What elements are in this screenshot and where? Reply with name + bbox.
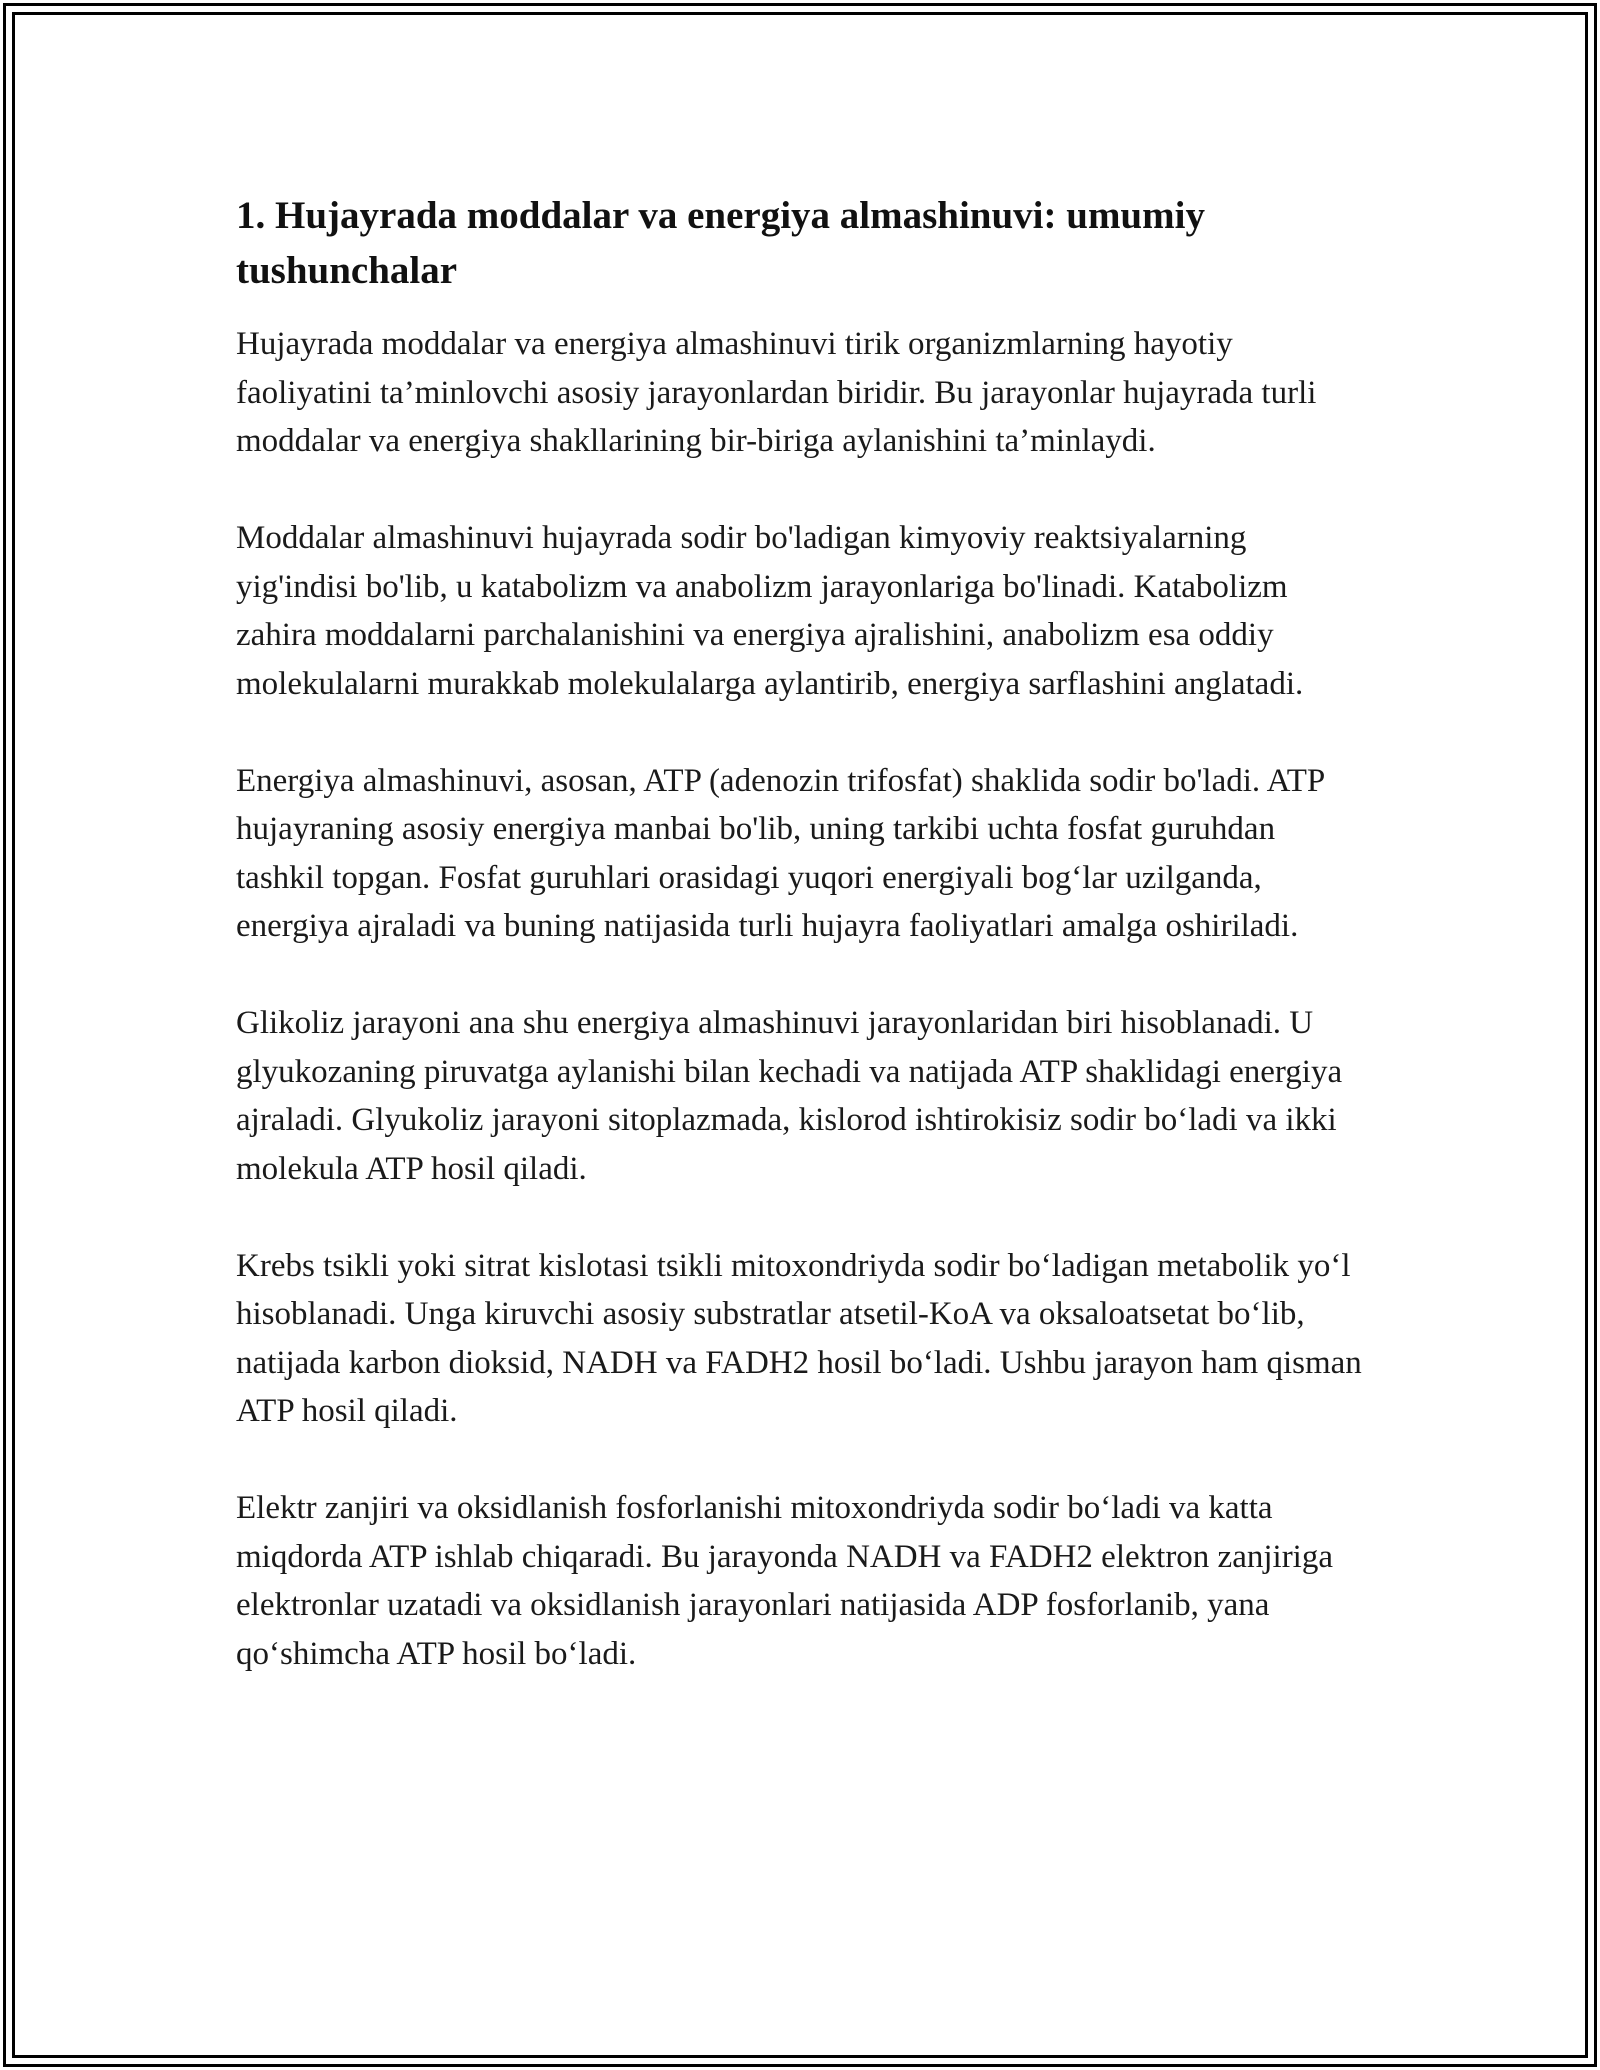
document-title: 1. Hujayrada moddalar va energiya almashinuvi: umumiy tushunchalar [236,194,1205,292]
paragraph-glycolysis: Glikoliz jarayoni ana shu energiya almashinuvi jarayonlaridan biri hisoblanadi. U glyukozaning piruvatga aylanishi bilan kechadi va natijada ATP shaklidagi energiya ajraladi. Glyukoliz jarayoni sitoplazmada, kislorod ishtirokisiz sodir bo‘ladi va ikki molekula ATP hosil qiladi. [236,1005,1343,1187]
paragraph-electron-chain: Elektr zanjiri va oksidlanish fosforlanishi mitoxondriyda sodir bo‘ladi va katta miqdorda ATP ishlab chiqaradi. Bu jarayonda NADH va FADH2 elektron zanjiriga elektronlar uzatadi va oksidlanish jarayonlari natijasida ADP fosforlanib, yana qo‘shimcha ATP hosil bo‘ladi. [236,1490,1333,1672]
paragraph-krebs-cycle: Krebs tsikli yoki sitrat kislotasi tsikli mitoxondriyda sodir bo‘ladigan metabolik yo‘l hisoblanadi. Unga kiruvchi asosiy substratlar atsetil-KoA va oksaloatsetat bo‘lib, natijada karbon dioksid, NADH va FADH2 hosil bo‘ladi. Ushbu jarayon ham qisman ATP hosil qiladi. [236,1247,1362,1429]
paragraph-energy-atp: Energiya almashinuvi, asosan, ATP (adenozin trifosfat) shaklida sodir bo'ladi. ATP hujayraning asosiy energiya manbai bo'lib, uning tarkibi uchta fosfat guruhdan tashkil topgan. Fosfat guruhlari orasidagi yuqori energiyali bog‘lar uzilganda, energiya ajraladi va buning natijasida turli hujayra faoliyatlari amalga oshiriladi. [236,762,1325,944]
paragraph-intro: Hujayrada moddalar va energiya almashinuvi tirik organizmlarning hayotiy faoliyatini ta’minlovchi asosiy jarayonlardan biridir. Bu jarayonlar hujayrada turli moddalar va energiya shakllarining bir-biriga aylanishini ta’minlaydi. [236,326,1317,459]
paragraph-metabolism: Moddalar almashinuvi hujayrada sodir bo'ladigan kimyoviy reaktsiyalarning yig'indisi bo'lib, u katabolizm va anabolizm jarayonlariga bo'linadi. Katabolizm zahira moddalarni parchalanishini va energiya ajralishini, anabolizm esa oddiy molekulalarni murakkab molekulalarga aylantirib, energiya sarflashini anglatadi. [236,520,1304,702]
document-body [236,188,1366,1678]
